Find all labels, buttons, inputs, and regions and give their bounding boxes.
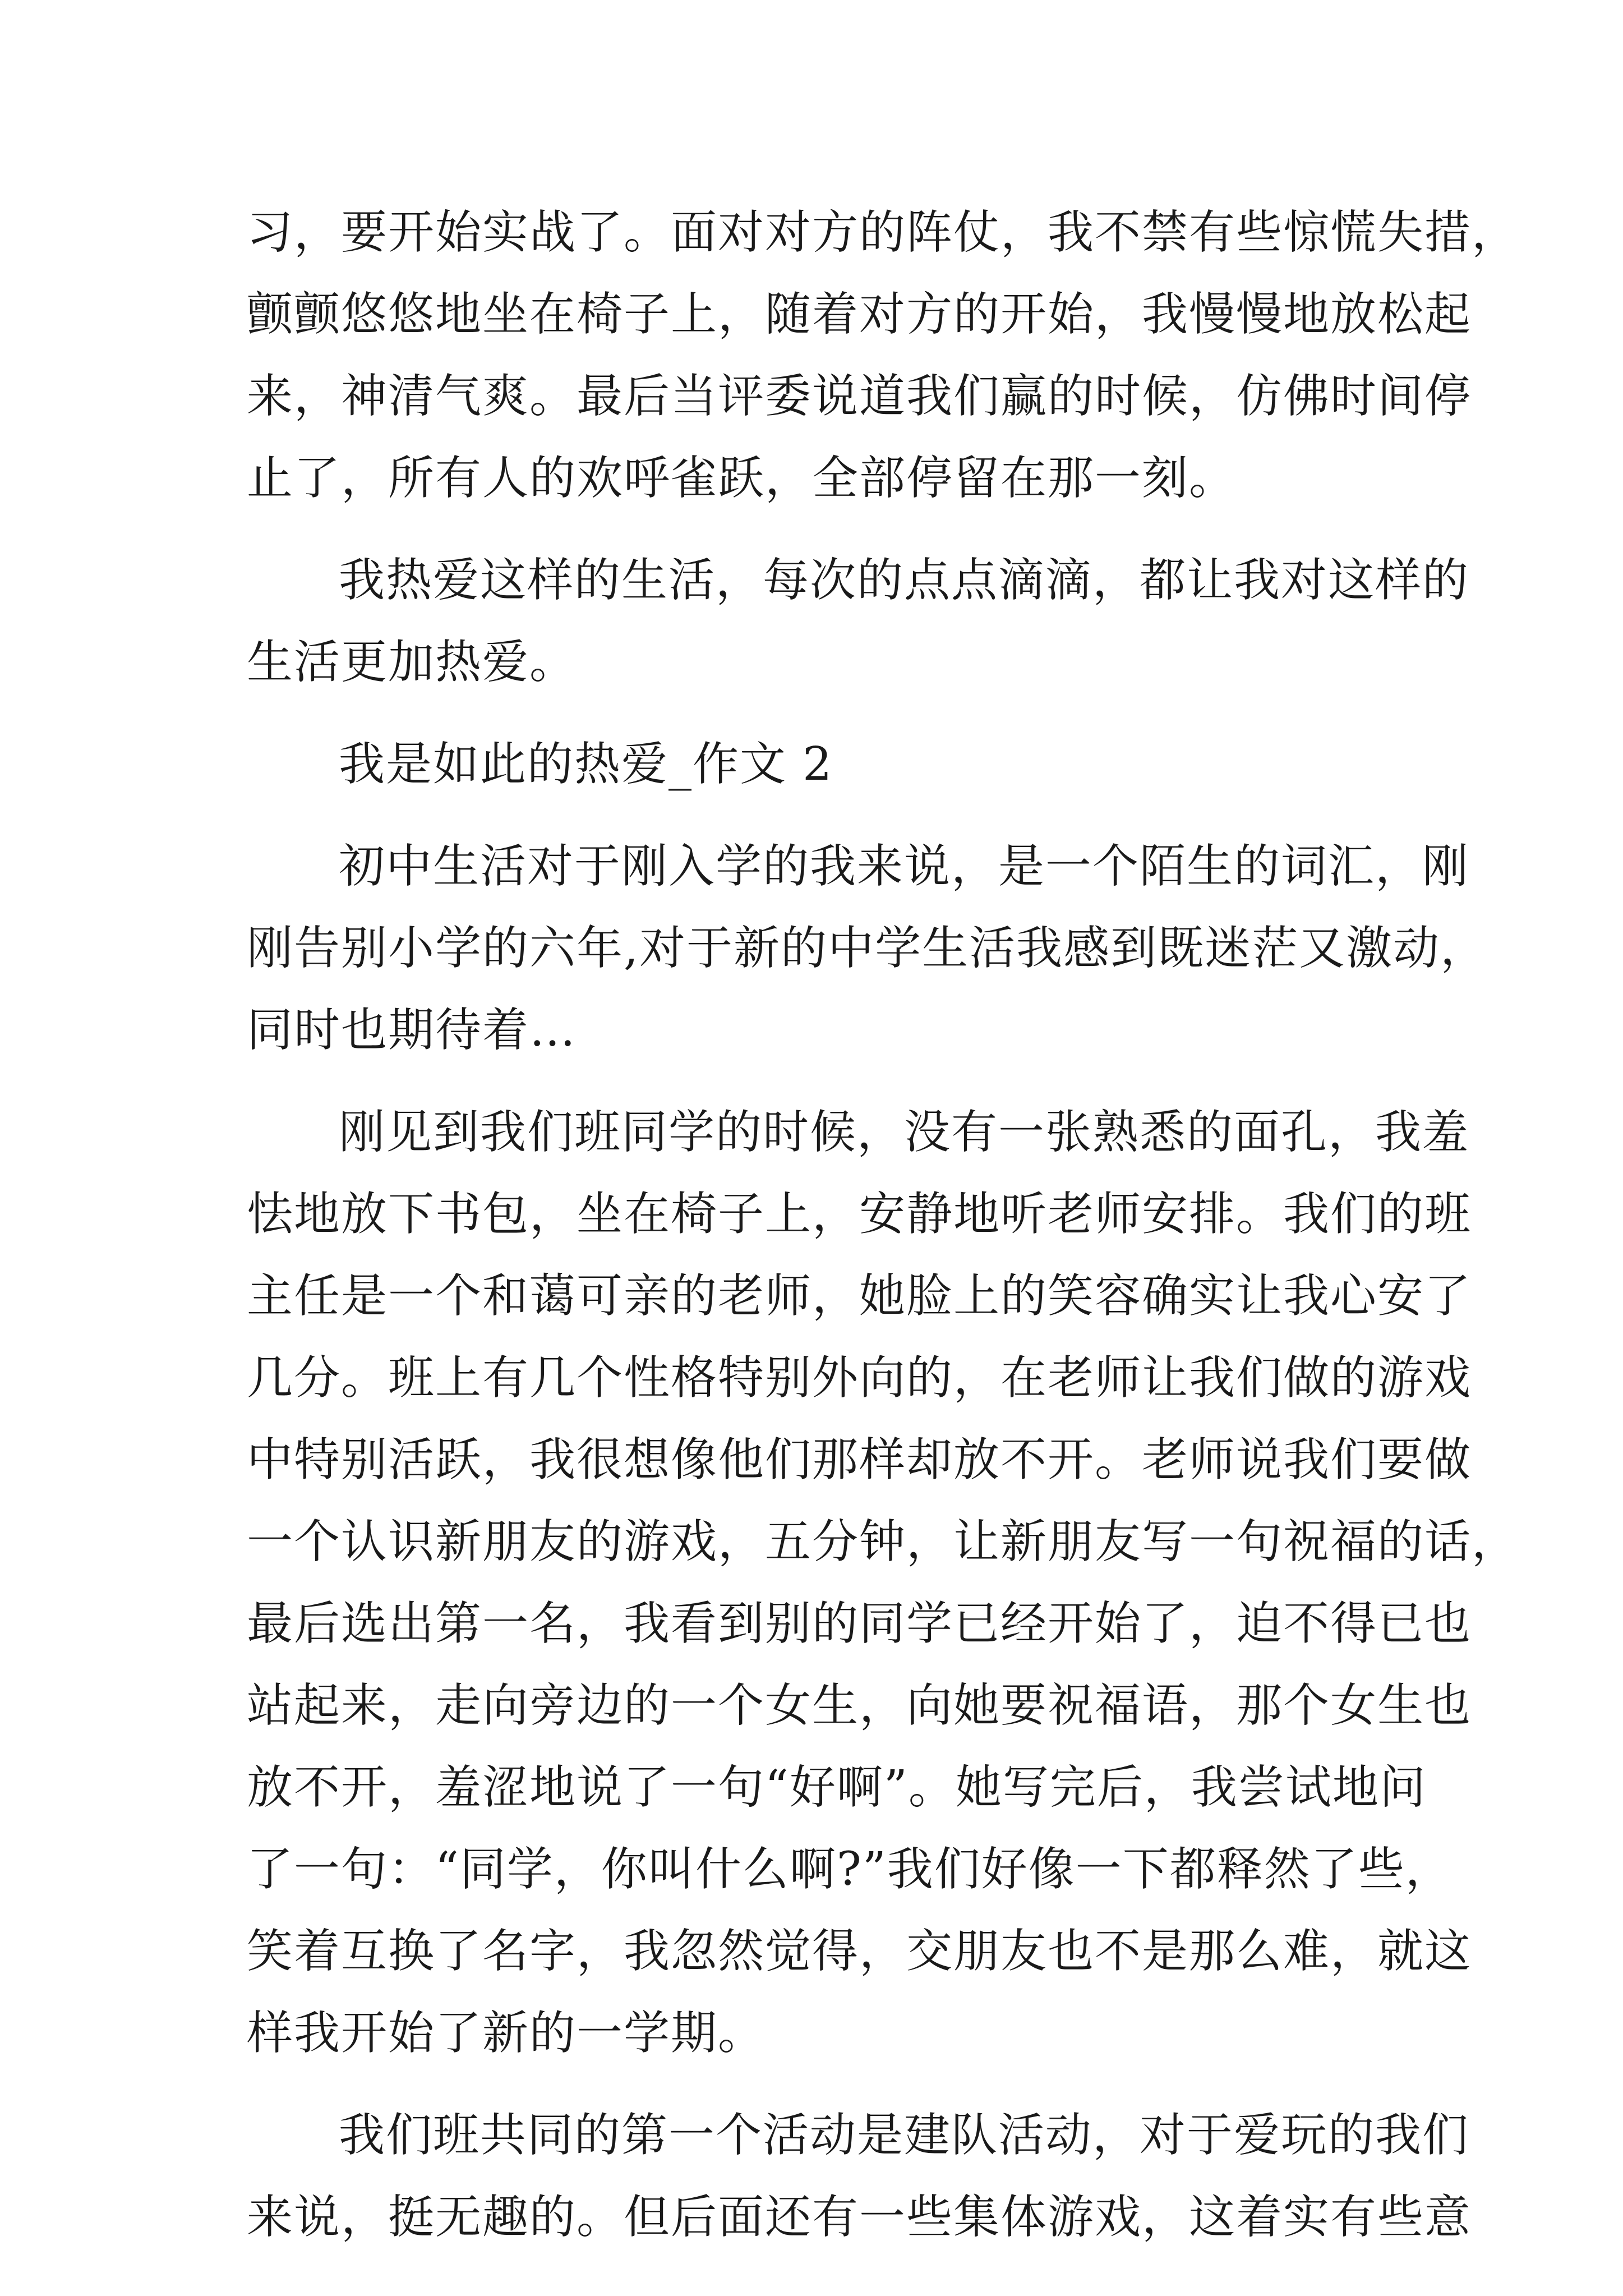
- text-line: 我们班共同的第一个活动是建队活动，对于爱玩的我们: [339, 2109, 1470, 2162]
- text-line: 同时也期待着…: [247, 1004, 577, 1057]
- document-body: [247, 192, 1519, 2258]
- text-line: 一个认识新朋友的游戏，五分钟，让新朋友写一句祝福的话，: [247, 1515, 1519, 1568]
- text-line: 来说，挺无趣的。但后面还有一些集体游戏，这着实有些意: [247, 2191, 1472, 2244]
- text-line: 放不开，羞涩地说了一句“好啊”。她写完后，我尝试地问: [247, 1761, 1427, 1814]
- text-line: 生活更加热爱。: [247, 636, 577, 689]
- paragraph-gap: [247, 703, 1380, 724]
- text-line: 刚见到我们班同学的时候，没有一张熟悉的面孔，我羞: [339, 1106, 1470, 1159]
- text-line: 颤颤悠悠地坐在椅子上，随着对方的开始，我慢慢地放松起: [247, 288, 1472, 341]
- text-line: 来，神清气爽。最后当评委说道我们赢的时候，仿佛时间停: [247, 370, 1472, 423]
- text-line: 我热爱这样的生活，每次的点点滴滴，都让我对这样的: [339, 554, 1470, 607]
- text-line: 最后选出第一名，我看到别的同学已经开始了，迫不得已也: [247, 1597, 1472, 1650]
- paragraph-gap: [247, 2074, 1380, 2095]
- text-line: 怯地放下书包，坐在椅子上，安静地听老师安排。我们的班: [247, 1188, 1472, 1241]
- text-line: 主任是一个和蔼可亲的老师，她脸上的笑容确实让我心安了: [247, 1269, 1472, 1323]
- text-line: 初中生活对于刚入学的我来说，是一个陌生的词汇，刚: [339, 840, 1470, 893]
- section-heading: 我是如此的热爱_作文 2: [339, 738, 833, 791]
- text-line: 止了，所有人的欢呼雀跃，全部停留在那一刻。: [247, 452, 1237, 505]
- text-line: 习，要开始实战了。面对对方的阵仗，我不禁有些惊慌失措，: [247, 206, 1519, 259]
- text-line: 中特别活跃，我很想像他们那样却放不开。老师说我们要做: [247, 1433, 1472, 1487]
- text-line: 几分。班上有几个性格特别外向的，在老师让我们做的游戏: [247, 1351, 1472, 1405]
- text-line: 刚告别小学的六年,对于新的中学生活我感到既迷茫又激动，: [247, 922, 1488, 975]
- text-line: 了一句：“同学，你叫什么啊?”我们好像一下都释然了些，: [247, 1843, 1453, 1896]
- paragraph-gap: [247, 1071, 1380, 1092]
- text-line: 笑着互换了名字，我忽然觉得，交朋友也不是那么难，就这: [247, 1925, 1472, 1978]
- paragraph-gap: [247, 519, 1380, 540]
- text-line: 站起来，走向旁边的一个女生，向她要祝福语，那个女生也: [247, 1679, 1472, 1732]
- paragraph-gap: [247, 806, 1380, 826]
- text-line: 样我开始了新的一学期。: [247, 2007, 766, 2060]
